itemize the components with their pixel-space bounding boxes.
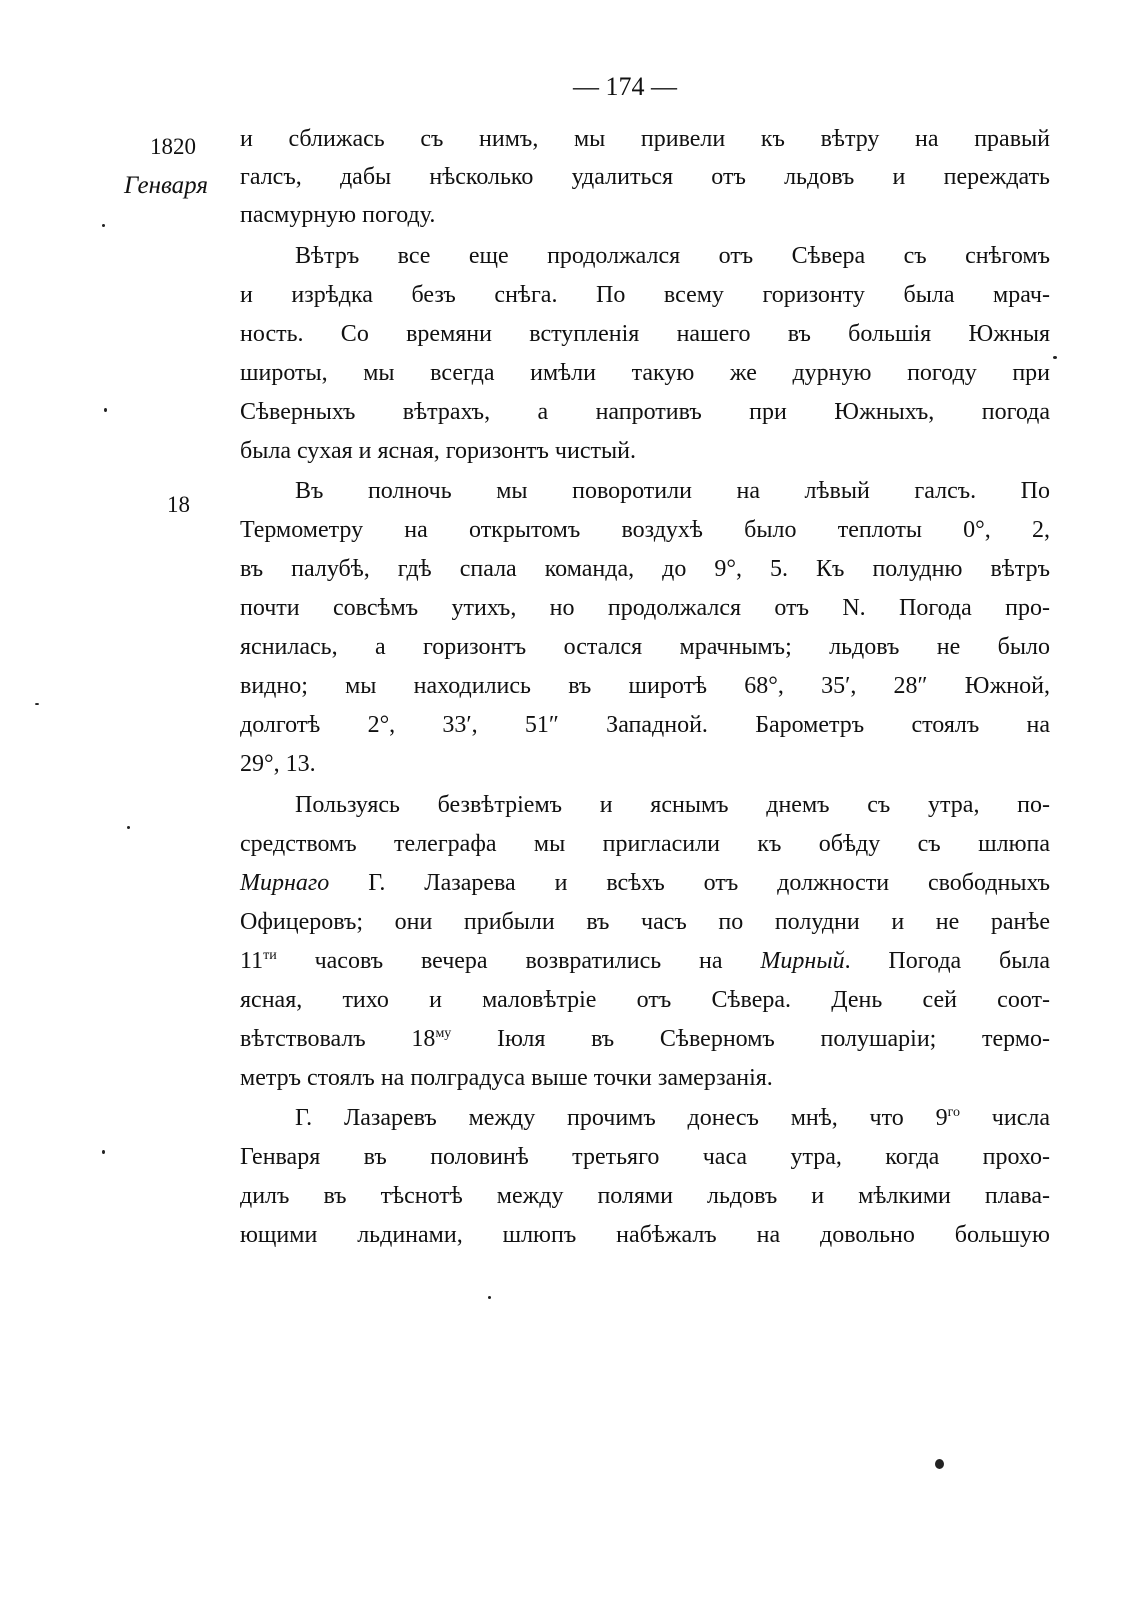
page-number: — 174 — — [573, 72, 677, 101]
ship-name-italic: Мирнаго — [240, 870, 330, 896]
text-line: Термометру на открытомъ воздухѣ было теплоты 0°, 2, — [240, 517, 1050, 543]
text-line: Генваря въ половинѣ третьяго часа утра, когда прохо- — [240, 1144, 1050, 1170]
text-line — [240, 1020, 1050, 1058]
text-line — [240, 1099, 1050, 1137]
text-line: была сухая и ясная, горизонтъ чистый. — [240, 438, 636, 464]
text-line: пасмурную погоду. — [240, 202, 436, 228]
scan-speck — [102, 224, 105, 227]
scan-speck — [104, 408, 107, 412]
text-span: Іюля въ Сѣверномъ полушаріи; термо- — [451, 1026, 1051, 1052]
text-line: Вѣтръ все еще продолжался отъ Сѣвера съ снѣгомъ — [295, 243, 1050, 269]
text-line — [240, 942, 1050, 980]
scan-speck — [35, 703, 39, 705]
margin-note-month: Генваря — [124, 172, 208, 199]
scan-speck — [127, 826, 130, 829]
text-line: Сѣверныхъ вѣтрахъ, а напротивъ при Южныхъ, погода — [240, 399, 1050, 425]
ship-name-italic: Мирный — [760, 948, 845, 974]
margin-note-day: 18 — [167, 492, 190, 517]
text-line: яснилась, а горизонтъ остался мрачнымъ; льдовъ не было — [240, 634, 1050, 660]
text-line: долготѣ 2°, 33′, 51″ Западной. Барометръ стоялъ на — [240, 712, 1050, 738]
text-span: Г. Лазаревъ между прочимъ донесъ мнѣ, что 9 — [295, 1105, 948, 1131]
text-span: часовъ вечера возвратились на — [276, 948, 761, 974]
text-line: въ палубѣ, гдѣ спала команда, до 9°, 5. Къ полудню вѣтръ — [240, 556, 1050, 582]
scan-speck — [935, 1459, 944, 1469]
text-line: Пользуясь безвѣтріемъ и яснымъ днемъ съ утра, по- — [295, 792, 1050, 818]
text-line: 29°, 13. — [240, 751, 316, 777]
superscript: му — [435, 1026, 452, 1041]
text-span: . Погода была — [844, 948, 1051, 974]
text-line: широты, мы всегда имѣли такую же дурную погоду при — [240, 360, 1050, 386]
text-line: ясная, тихо и маловѣтріе отъ Сѣвера. День сей соот- — [240, 987, 1050, 1013]
text-line: средствомъ телеграфа мы пригласили къ обѣду съ шлюпа — [240, 831, 1050, 857]
text-span: числа — [960, 1105, 1050, 1131]
text-line: почти совсѣмъ утихъ, но продолжался отъ N. Погода про- — [240, 595, 1050, 621]
text-line: видно; мы находились въ широтѣ 68°, 35′, 28″ Южной, — [240, 673, 1050, 699]
scan-speck — [488, 1296, 491, 1299]
text-span: Г. Лазарева и всѣхъ отъ должности свободныхъ — [329, 870, 1050, 896]
text-line: дилъ въ тѣснотѣ между полями льдовъ и мѣлкими плава- — [240, 1183, 1050, 1209]
text-line — [240, 864, 1050, 902]
text-line: ность. Со времяни вступленія нашего въ большія Южныя — [240, 321, 1050, 347]
text-line: метръ стоялъ на полградуса выше точки замерзанія. — [240, 1065, 773, 1091]
text-line: галсъ, дабы нѣсколько удалиться отъ льдовъ и переждать — [240, 164, 1050, 190]
text-line: ющими льдинами, шлюпъ набѣжалъ на довольно большую — [240, 1222, 1050, 1248]
text-span: вѣтствовалъ 18 — [240, 1026, 436, 1052]
text-line: Офицеровъ; они прибыли въ часъ по полудни и не ранѣе — [240, 909, 1050, 935]
text-line: и сближась съ нимъ, мы привели къ вѣтру на правый — [240, 126, 1050, 152]
scan-speck — [102, 1150, 105, 1154]
scan-speck — [1053, 356, 1057, 359]
margin-note-year: 1820 — [150, 134, 196, 159]
text-line: и изрѣдка безъ снѣга. По всему горизонту была мрач- — [240, 282, 1050, 308]
superscript: ти — [263, 948, 277, 963]
text-line: Въ полночь мы поворотили на лѣвый галсъ. По — [295, 478, 1050, 504]
text-span: 11 — [240, 948, 264, 974]
superscript: го — [947, 1105, 960, 1120]
